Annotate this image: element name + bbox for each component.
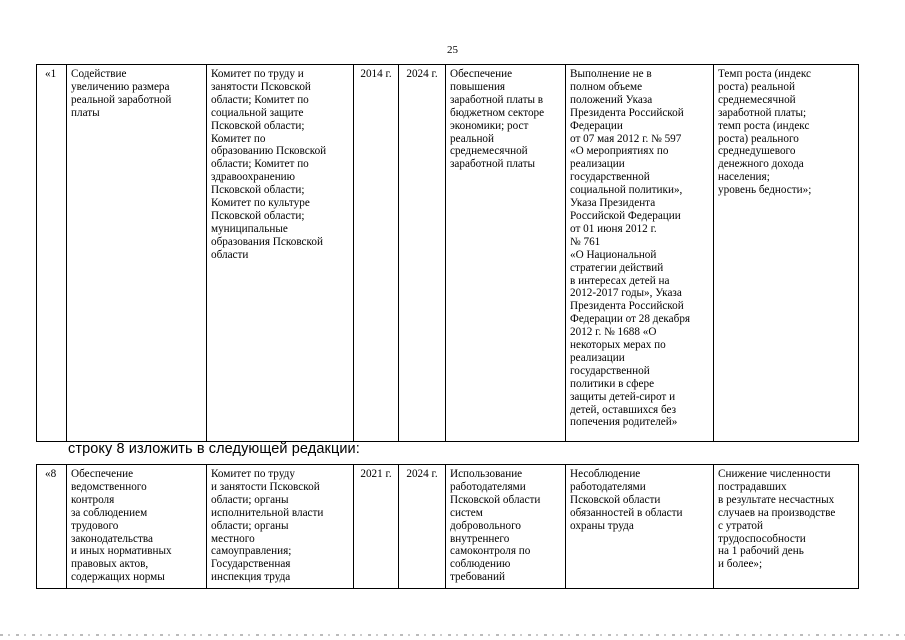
redaction-instruction: строку 8 изложить в следующей редакции: xyxy=(68,441,360,457)
scan-artifact-line xyxy=(0,634,905,636)
risk-cell: Выполнение не в полном объеме положений Указа Президента Российской Федерации от 07 мая 2012 г. № 597 «О мероприятиях по реализации государственной социальной политики», Указа Президента Российской Федерации от 01 июня 2012 г. № 761 «О Национальной стратегии действий в интересах детей на 2012-2017 годы», Указа Президента Российской Федерации от 28 декабря 2012 г. № 1688 «О некоторых мерах по реализации государственной политики в сфере защиты детей-сирот и детей, оставшихся без попечения родителей» xyxy=(566,65,714,442)
indicators-cell: Снижение численности пострадавших в результате несчастных случаев на производстве с утратой трудоспособности на 1 рабочий день и более»; xyxy=(714,465,859,589)
start-year-cell: 2021 г. xyxy=(354,465,399,589)
row-number-cell: «1 xyxy=(37,65,67,442)
measures-table-part2 xyxy=(36,464,859,589)
executors-cell: Комитет по труду и занятости Псковской области; органы исполнительной власти области; органы местного самоуправления; Государственная инспекция труда xyxy=(207,465,354,589)
end-year-cell: 2024 г. xyxy=(399,465,446,589)
table-row xyxy=(37,465,859,589)
risk-cell: Несоблюдение работодателями Псковской области обязанностей в области охраны труда xyxy=(566,465,714,589)
indicators-cell: Темп роста (индекс роста) реальной среднемесячной заработной платы; темп роста (индекс роста) реального среднедушевого денежного дохода населения; уровень бедности»; xyxy=(714,65,859,442)
executors-cell: Комитет по труду и занятости Псковской области; Комитет по социальной защите Псковской области; Комитет по образованию Псковской области; Комитет по здравоохранению Псковской области; Комитет по культуре Псковской области; муниципальные образования Псковской области xyxy=(207,65,354,442)
row-number-cell: «8 xyxy=(37,465,67,589)
end-year-cell: 2024 г. xyxy=(399,65,446,442)
task-cell: Обеспечение ведомственного контроля за соблюдением трудового законодательства и иных нормативных правовых актов, содержащих нормы xyxy=(67,465,207,589)
result-cell: Обеспечение повышения заработной платы в бюджетном секторе экономики; рост реальной среднемесячной заработной платы xyxy=(446,65,566,442)
page-number: 25 xyxy=(447,44,458,56)
measures-table-part1 xyxy=(36,64,859,442)
start-year-cell: 2014 г. xyxy=(354,65,399,442)
table-row xyxy=(37,65,859,442)
result-cell: Использование работодателями Псковской области систем добровольного внутреннего самоконтроля по соблюдению требований xyxy=(446,465,566,589)
task-cell: Содействие увеличению размера реальной заработной платы xyxy=(67,65,207,442)
